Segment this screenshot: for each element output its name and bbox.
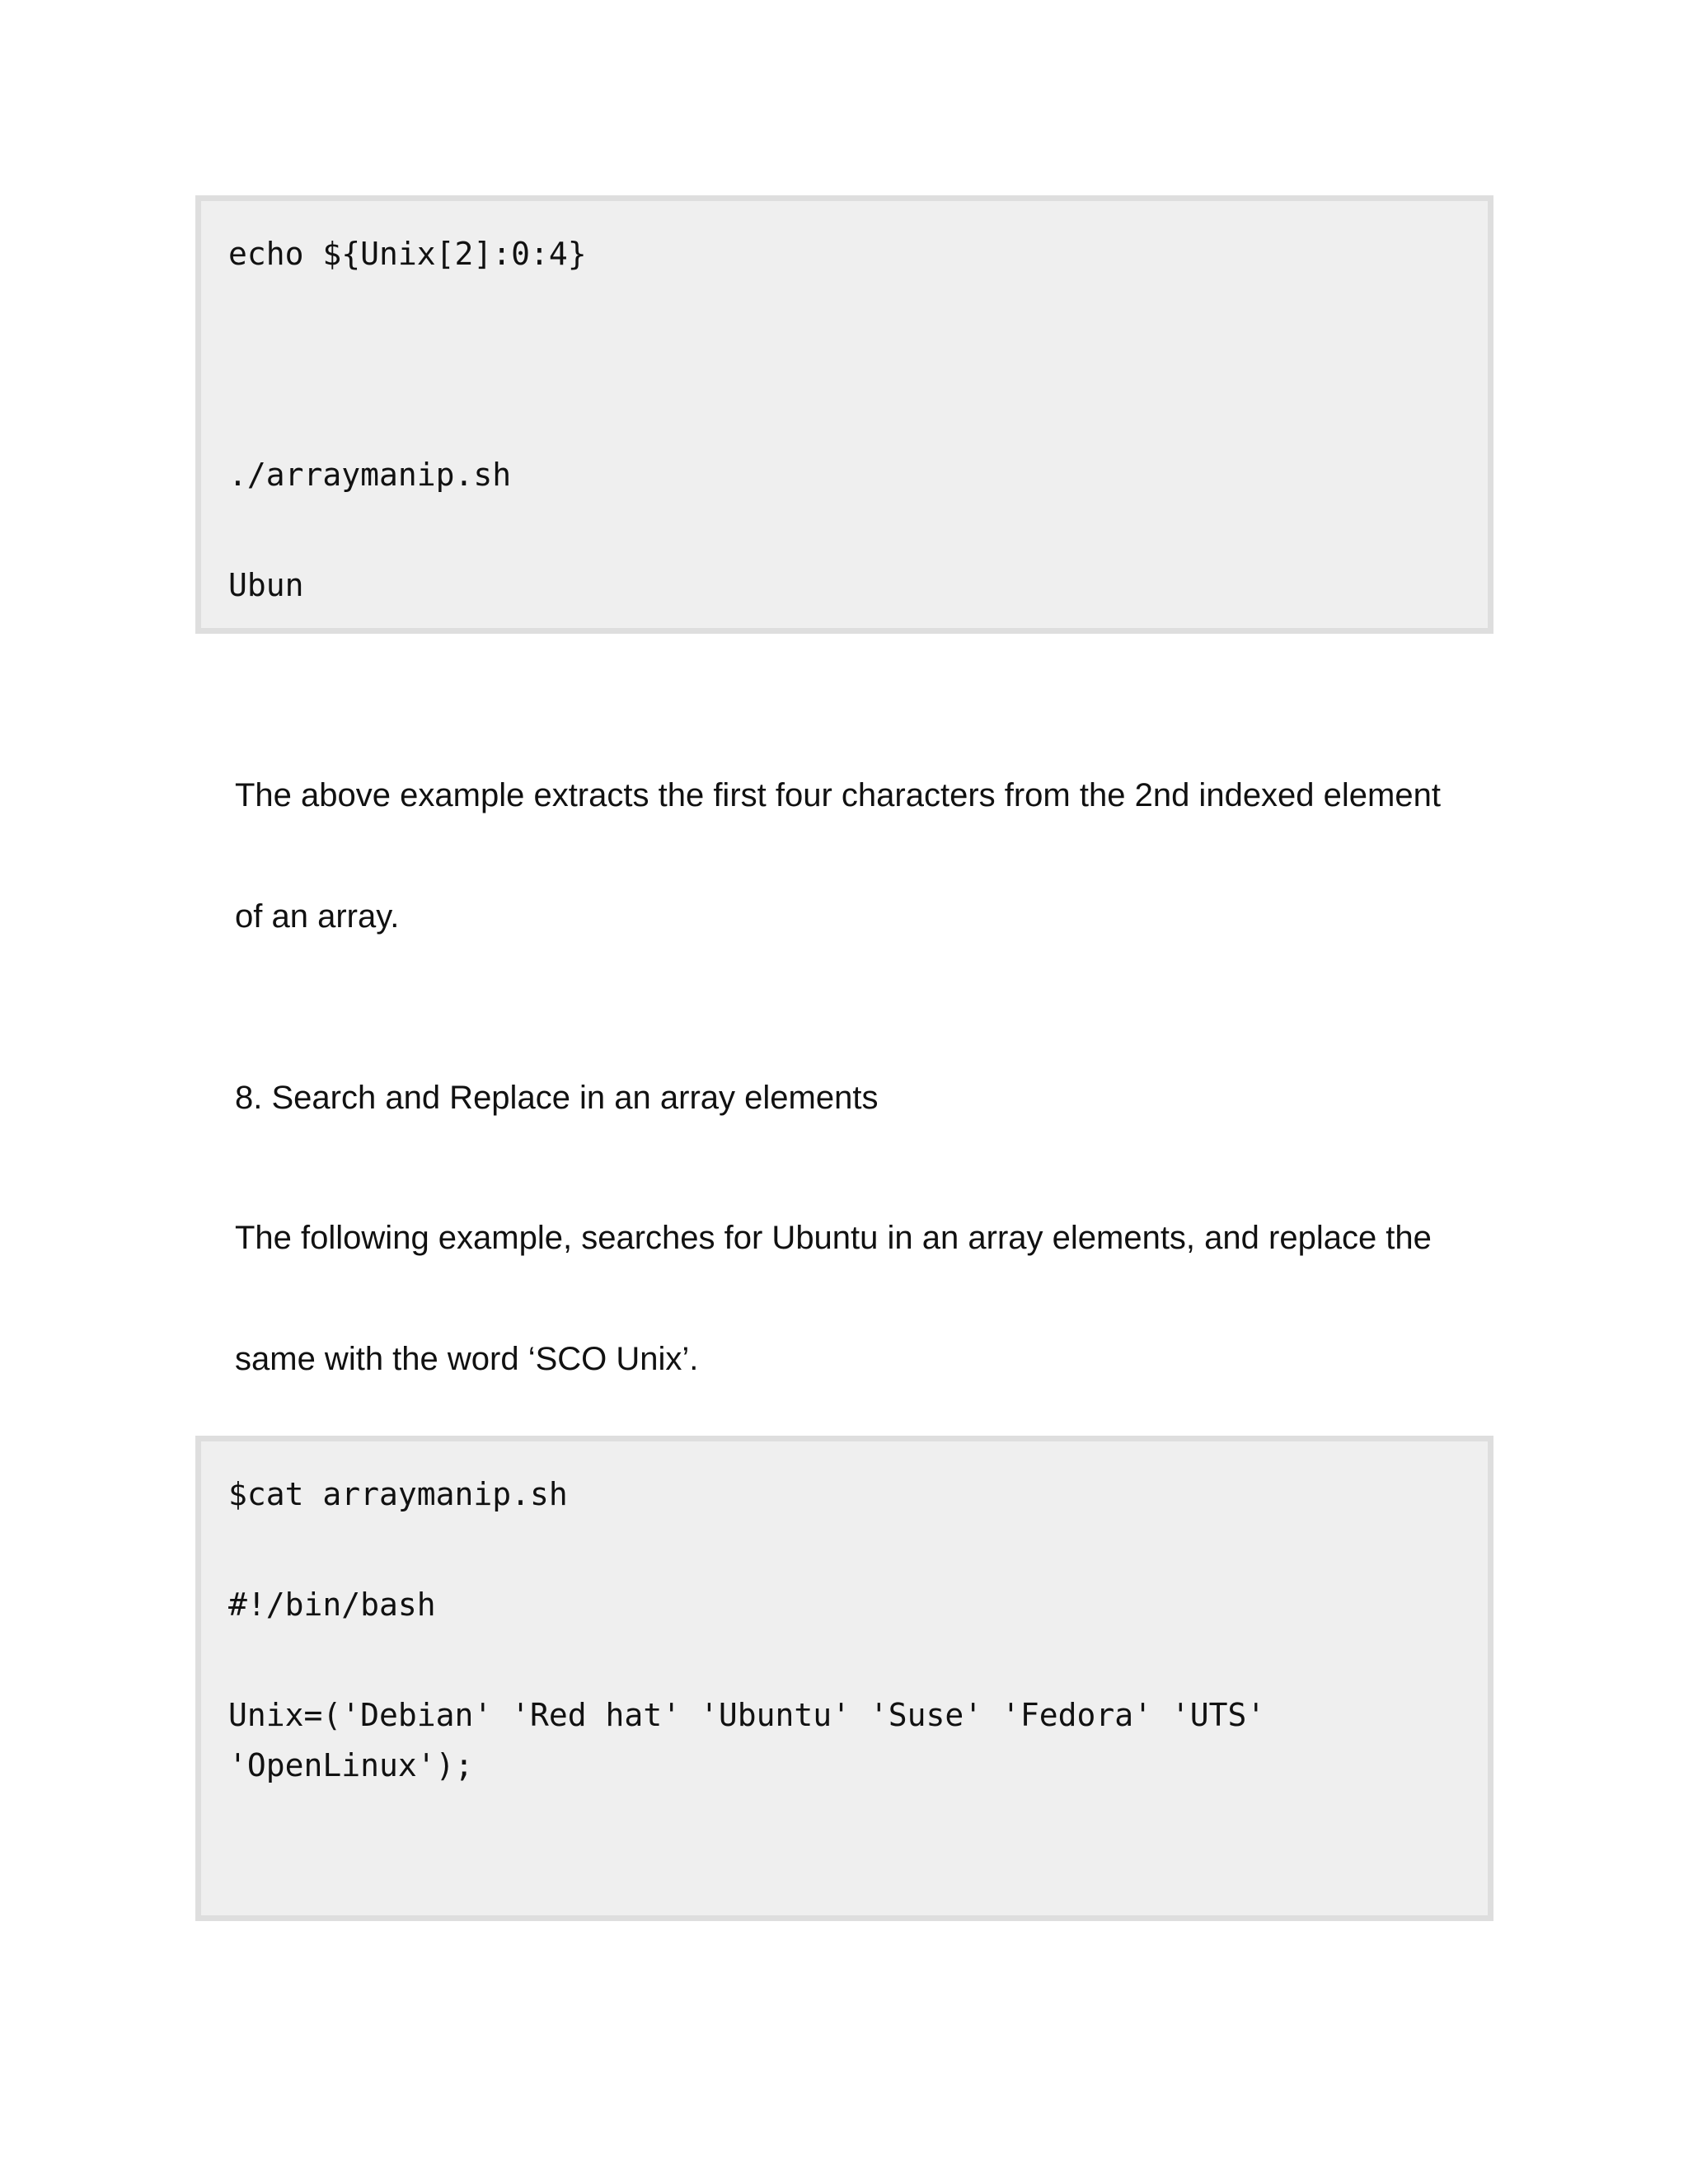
code-line: 'OpenLinux'); [228, 1747, 474, 1783]
code-line: Unix=('Debian' 'Red hat' 'Ubuntu' 'Suse' 'Fedora' 'UTS' [228, 1697, 1266, 1733]
code-line: $cat arraymanip.sh [228, 1476, 568, 1512]
code-output-line: Ubun [228, 567, 304, 603]
paragraph-line: of an array. [235, 898, 400, 935]
code-line: #!/bin/bash [228, 1586, 436, 1623]
code-line: ./arraymanip.sh [228, 457, 512, 493]
section-heading: 8. Search and Replace in an array elements [235, 1080, 879, 1116]
paragraph-line: The following example, searches for Ubuntu in an array elements, and replace the [235, 1220, 1432, 1256]
paragraph-line: The above example extracts the first four characters from the 2nd indexed element [235, 777, 1441, 813]
paragraph-line: same with the word ‘SCO Unix’. [235, 1341, 699, 1377]
code-line: echo ${Unix[2]:0:4} [228, 236, 587, 272]
